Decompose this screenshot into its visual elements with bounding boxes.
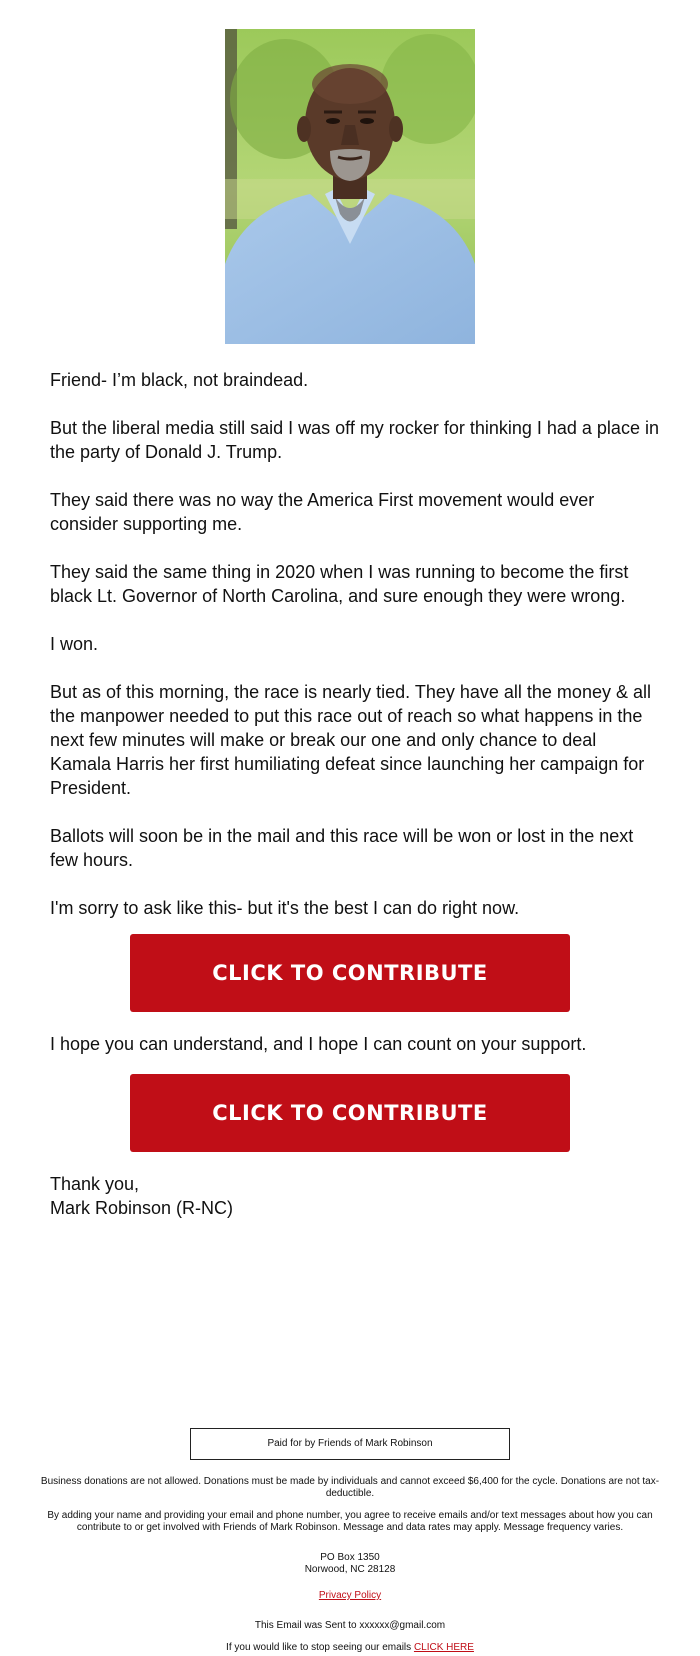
address-line: PO Box 1350 (320, 1552, 380, 1563)
unsubscribe-line (40, 1642, 660, 1654)
signoff: Thank you, (50, 1174, 140, 1194)
letter-paragraph: They said the same thing in 2020 when I was running to become the first black Lt. Governor of North Carolina, and sure enough they were wrong. (50, 562, 629, 606)
email-footer (40, 1428, 660, 1654)
letter-paragraph: But the liberal media still said I was off my rocker for thinking I had a place in the party of Donald J. Trump. (50, 418, 659, 462)
address-line: Norwood, NC 28128 (304, 1564, 396, 1575)
sent-to-notice: This Email was Sent to xxxxxx@gmail.com (254, 1620, 446, 1631)
letter-paragraph: Ballots will soon be in the mail and this race will be won or lost in the next few hours. (50, 826, 634, 870)
unsubscribe-link[interactable]: CLICK HERE (413, 1642, 474, 1653)
unsubscribe-prefix: If you would like to stop seeing our emails (226, 1642, 414, 1653)
portrait-photo (225, 29, 475, 344)
letter-paragraph: I won. (50, 634, 99, 654)
portrait-illustration (225, 29, 475, 344)
donations-notice: Business donations are not allowed. Donations must be made by individuals and cannot exceed $6,400 for the cycle. Donations are not tax-deductible. (40, 1476, 660, 1499)
letter-paragraph: They said there was no way the America First movement would ever consider supporting me. (50, 490, 595, 534)
letter-paragraph: But as of this morning, the race is nearly tied. They have all the money & all the manpower needed to put this race out of reach so what happens in the next few minutes will make or break our one and only chance to deal Kamala Harris her first humiliating defeat since launching her campaign for President. (50, 682, 651, 798)
contribute-button-2[interactable]: CLICK TO CONTRIBUTE (130, 1074, 570, 1152)
letter-paragraph: I hope you can understand, and I hope I can count on your support. (50, 1034, 587, 1054)
contribute-button-1[interactable]: CLICK TO CONTRIBUTE (130, 934, 570, 1012)
signature: Mark Robinson (R-NC) (50, 1198, 234, 1218)
consent-notice: By adding your name and providing your email and phone number, you agree to receive emails and/or text messages about how you can contribute to or get involved with Friends of Mark Robinson. Message and data rates may apply. Message frequency varies. (47, 1510, 653, 1533)
letter-body (50, 368, 660, 1220)
letter-paragraph: Friend- I’m black, not braindead. (50, 370, 309, 390)
paid-for-box: Paid for by Friends of Mark Robinson (190, 1428, 510, 1460)
letter-paragraph: I'm sorry to ask like this- but it's the best I can do right now. (50, 898, 520, 918)
privacy-policy-link[interactable]: Privacy Policy (318, 1590, 382, 1601)
signature-block (50, 1172, 660, 1220)
